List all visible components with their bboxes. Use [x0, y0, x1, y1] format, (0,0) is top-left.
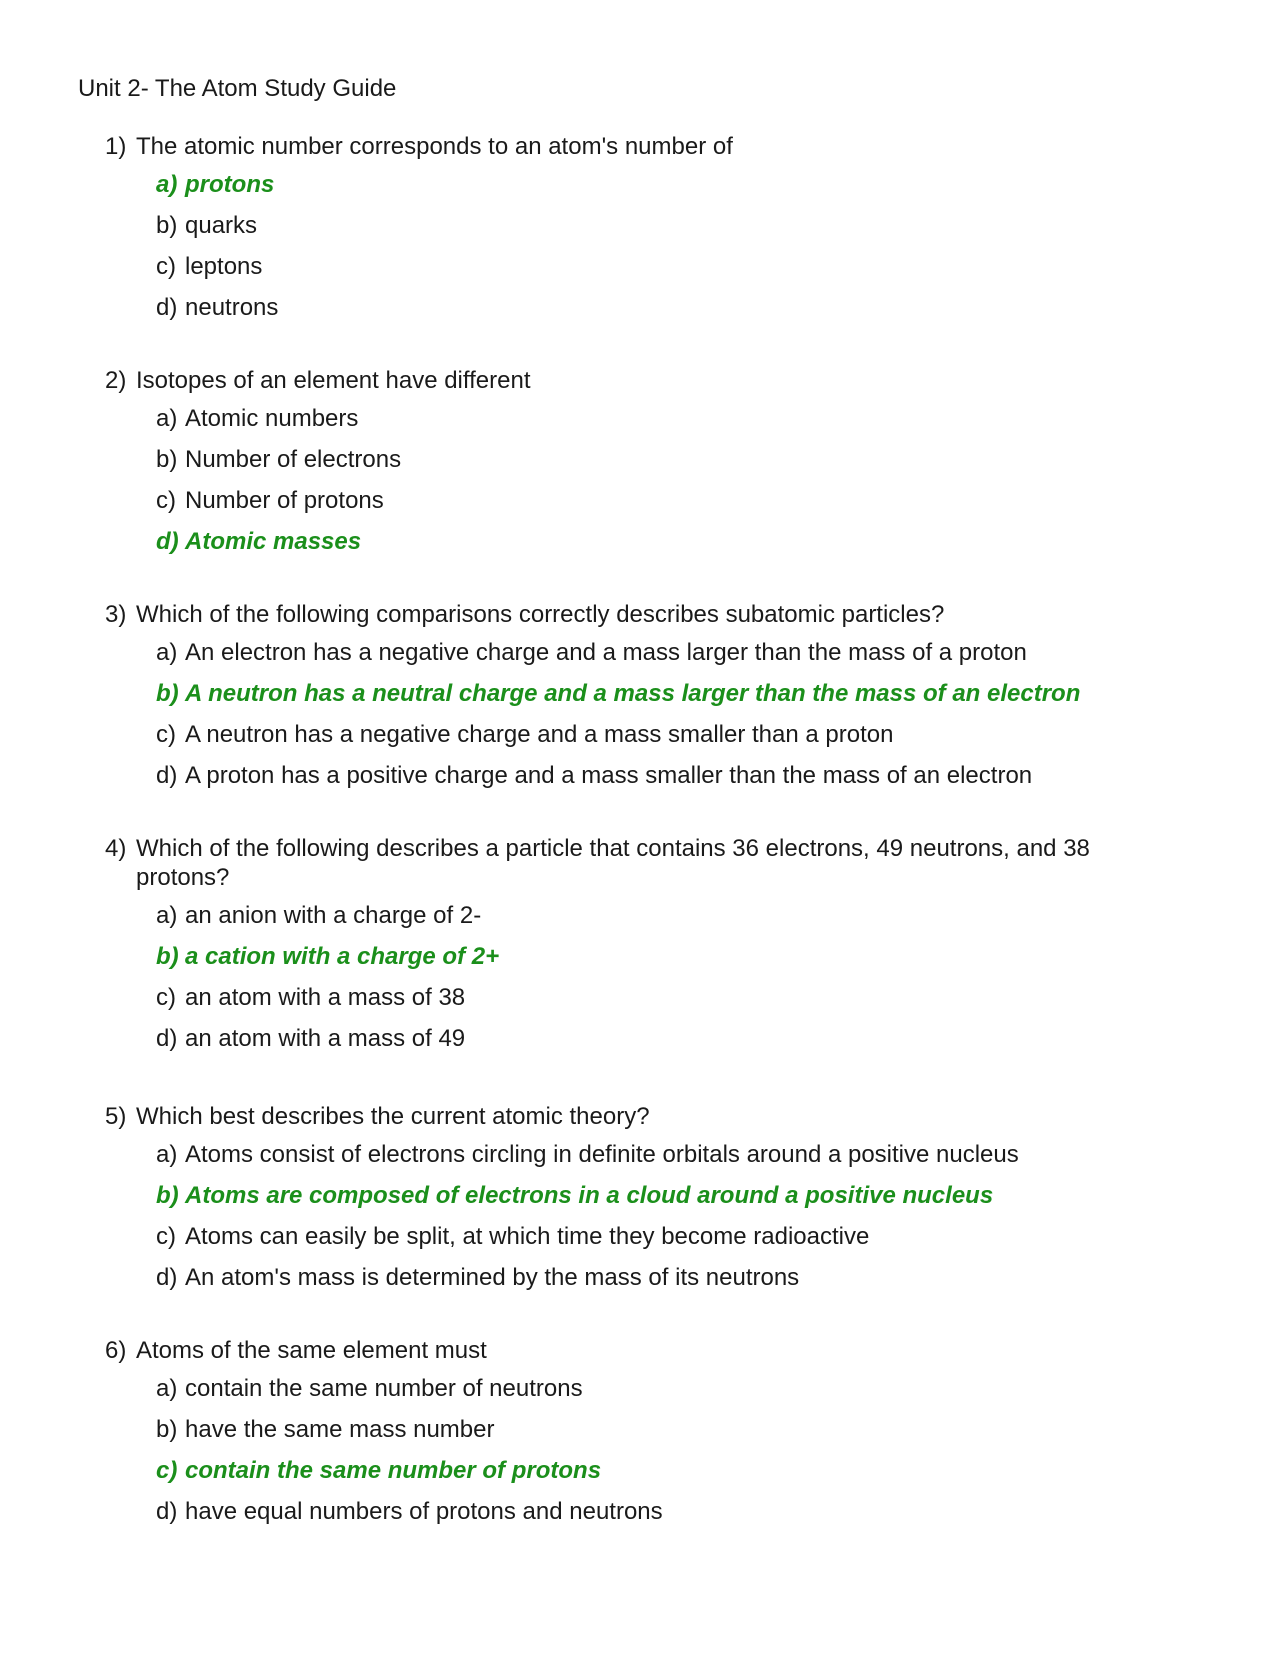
answer-options	[105, 164, 1185, 328]
page-title: Unit 2- The Atom Study Guide	[78, 75, 397, 102]
option-letter: a)	[156, 405, 178, 432]
question-number: 5)	[105, 1103, 127, 1130]
answer-option	[156, 205, 1185, 246]
option-text: Atoms can easily be split, at which time they become radioactive	[185, 1223, 870, 1250]
option-text: Atomic numbers	[185, 405, 359, 432]
question-number: 6)	[105, 1337, 127, 1364]
option-letter: a)	[156, 1141, 178, 1168]
answer-option	[156, 287, 1185, 328]
option-letter: a)	[156, 171, 178, 198]
correct-answer-option	[156, 1175, 1185, 1216]
answer-options	[105, 632, 1185, 796]
question-number: 3)	[105, 601, 127, 628]
question-stem	[105, 1102, 1185, 1131]
correct-answer-option	[156, 673, 1185, 714]
answer-option	[156, 1368, 1185, 1409]
answer-option	[156, 755, 1185, 796]
option-letter: d)	[156, 528, 179, 555]
option-text: an atom with a mass of 38	[185, 984, 466, 1011]
option-letter: d)	[156, 762, 178, 789]
option-letter: c)	[156, 253, 176, 280]
option-text: contain the same number of protons	[185, 1457, 602, 1484]
option-text: Atomic masses	[185, 528, 362, 555]
option-letter: d)	[156, 1264, 178, 1291]
question-text: Which of the following comparisons correctly describes subatomic particles?	[136, 601, 945, 628]
question-4	[105, 834, 1185, 1059]
answer-option	[156, 1018, 1185, 1059]
question-stem	[105, 600, 1185, 629]
answer-options	[105, 1368, 1185, 1532]
question-number: 2)	[105, 367, 127, 394]
option-text: a cation with a charge of 2+	[185, 943, 500, 970]
question-text: Which best describes the current atomic theory?	[136, 1103, 650, 1130]
option-letter: a)	[156, 639, 178, 666]
option-letter: a)	[156, 902, 178, 929]
answer-option	[156, 1134, 1185, 1175]
option-text: an anion with a charge of 2-	[185, 902, 482, 929]
answer-option	[156, 398, 1185, 439]
option-text: leptons	[185, 253, 263, 280]
question-2	[105, 366, 1185, 562]
question-number: 1)	[105, 133, 127, 160]
answer-option	[156, 1216, 1185, 1257]
correct-answer-option	[156, 936, 1185, 977]
answer-options	[105, 398, 1185, 562]
question-text: The atomic number corresponds to an atom's number of	[136, 133, 733, 160]
option-letter: d)	[156, 1025, 178, 1052]
option-letter: a)	[156, 1375, 178, 1402]
option-letter: b)	[156, 446, 178, 473]
option-letter: b)	[156, 1182, 179, 1209]
option-letter: b)	[156, 1416, 178, 1443]
option-letter: c)	[156, 1223, 176, 1250]
option-letter: b)	[156, 943, 179, 970]
option-text: A proton has a positive charge and a mass smaller than the mass of an electron	[185, 762, 1033, 789]
option-text: Atoms consist of electrons circling in definite orbitals around a positive nucleus	[185, 1141, 1019, 1168]
option-text: quarks	[185, 212, 258, 239]
option-text: An electron has a negative charge and a mass larger than the mass of a proton	[185, 639, 1027, 666]
question-1	[105, 132, 1185, 328]
option-text: an atom with a mass of 49	[185, 1025, 466, 1052]
option-text: Number of electrons	[185, 446, 402, 473]
option-letter: c)	[156, 984, 176, 1011]
correct-answer-option	[156, 1450, 1185, 1491]
question-text: Which of the following describes a particle that contains 36 electrons, 49 neutrons, and 38 protons?	[136, 835, 1090, 891]
question-6	[105, 1336, 1185, 1532]
answer-option	[156, 439, 1185, 480]
option-text: neutrons	[185, 294, 279, 321]
correct-answer-option	[156, 521, 1185, 562]
option-text: A neutron has a neutral charge and a mass larger than the mass of an electron	[185, 680, 1081, 707]
option-text: contain the same number of neutrons	[185, 1375, 583, 1402]
correct-answer-option	[156, 164, 1185, 205]
question-3	[105, 600, 1185, 796]
question-5	[105, 1102, 1185, 1298]
answer-option	[156, 714, 1185, 755]
question-text: Atoms of the same element must	[136, 1337, 487, 1364]
option-text: An atom's mass is determined by the mass of its neutrons	[185, 1264, 800, 1291]
option-text: Number of protons	[185, 487, 384, 514]
option-text: protons	[185, 171, 275, 198]
option-letter: d)	[156, 1498, 178, 1525]
answer-options	[105, 1134, 1185, 1298]
answer-option	[156, 480, 1185, 521]
option-text: have the same mass number	[185, 1416, 495, 1443]
answer-option	[156, 246, 1185, 287]
option-text: A neutron has a negative charge and a mass smaller than a proton	[185, 721, 894, 748]
option-letter: c)	[156, 487, 176, 514]
option-letter: c)	[156, 1457, 178, 1484]
question-text: Isotopes of an element have different	[136, 367, 531, 394]
question-number: 4)	[105, 835, 127, 862]
answer-options	[105, 895, 1185, 1059]
answer-option	[156, 977, 1185, 1018]
answer-option	[156, 1491, 1185, 1532]
answer-option	[156, 895, 1185, 936]
question-stem	[105, 1336, 1185, 1365]
option-letter: b)	[156, 680, 179, 707]
option-text: have equal numbers of protons and neutrons	[185, 1498, 663, 1525]
question-stem	[105, 366, 1185, 395]
answer-option	[156, 1257, 1185, 1298]
answer-option	[156, 1409, 1185, 1450]
option-letter: d)	[156, 294, 178, 321]
question-stem	[105, 132, 1185, 161]
question-stem	[105, 834, 1185, 892]
option-letter: c)	[156, 721, 176, 748]
answer-option	[156, 632, 1185, 673]
option-text: Atoms are composed of electrons in a cloud around a positive nucleus	[185, 1182, 994, 1209]
option-letter: b)	[156, 212, 178, 239]
